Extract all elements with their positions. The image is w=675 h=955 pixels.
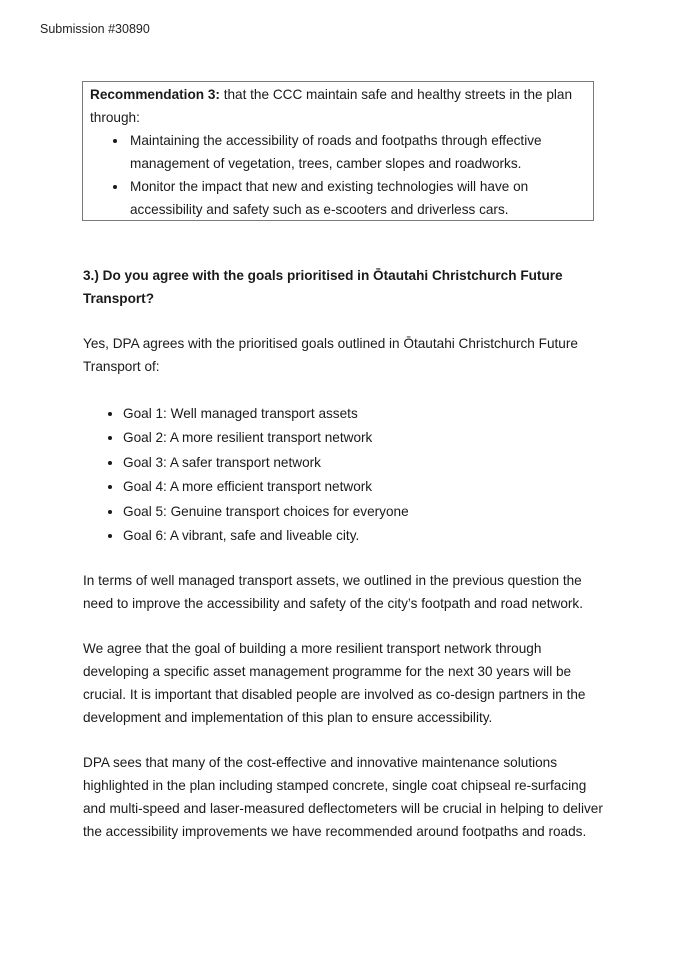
goals-list: [83, 402, 603, 548]
goal-item: • Goal 2: A more resilient transport network: [123, 426, 603, 450]
goal-item: • Goal 1: Well managed transport assets: [123, 402, 603, 426]
question-heading: 3.) Do you agree with the goals prioritised in Ōtautahi Christchurch Future Transport?: [83, 268, 563, 306]
document-body: [83, 264, 603, 843]
recommendation-intro: [90, 83, 586, 129]
answer-intro: Yes, DPA agrees with the prioritised goals outlined in Ōtautahi Christchurch Future Transport of:: [83, 336, 578, 374]
goal-item: • Goal 4: A more efficient transport network: [123, 475, 603, 499]
goal-item: • Goal 5: Genuine transport choices for everyone: [123, 500, 603, 524]
recommendation-bullets: [90, 129, 586, 221]
recommendation-label: Recommendation 3:: [90, 87, 220, 102]
recommendation-bullet: • Monitor the impact that new and existing technologies will have on accessibility and safety such as e-scooters and driverless cars.: [128, 175, 586, 221]
recommendation-box: [82, 81, 594, 221]
recommendation-bullet: • Maintaining the accessibility of roads and footpaths through effective management of vegetation, trees, camber slopes and roadworks.: [128, 129, 586, 175]
recommendation-text: that the CCC maintain safe and healthy streets in the plan through:: [90, 87, 573, 125]
paragraph-assets: In terms of well managed transport assets, we outlined in the previous question the need to improve the accessibility and safety of the city’s footpath and road network.: [83, 573, 583, 612]
goal-item: • Goal 3: A safer transport network: [123, 451, 603, 475]
paragraph-resilience: We agree that the goal of building a more resilient transport network through developing a specific asset management programme for the next 30 years will be crucial. It is important that disabled people are involved as co-design partners in the development and implementation of this plan to ensure accessibility.: [83, 641, 586, 726]
submission-header: Submission #30890: [40, 22, 150, 36]
paragraph-maintenance: DPA sees that many of the cost-effective and innovative maintenance solutions highlighted in the plan including stamped concrete, single coat chipseal re-surfacing and multi-speed and laser-measured deflectometers will be crucial in helping to deliver the accessibility improvements we have recommended around footpaths and roads.: [83, 755, 603, 840]
goal-item: • Goal 6: A vibrant, safe and liveable city.: [123, 524, 603, 548]
